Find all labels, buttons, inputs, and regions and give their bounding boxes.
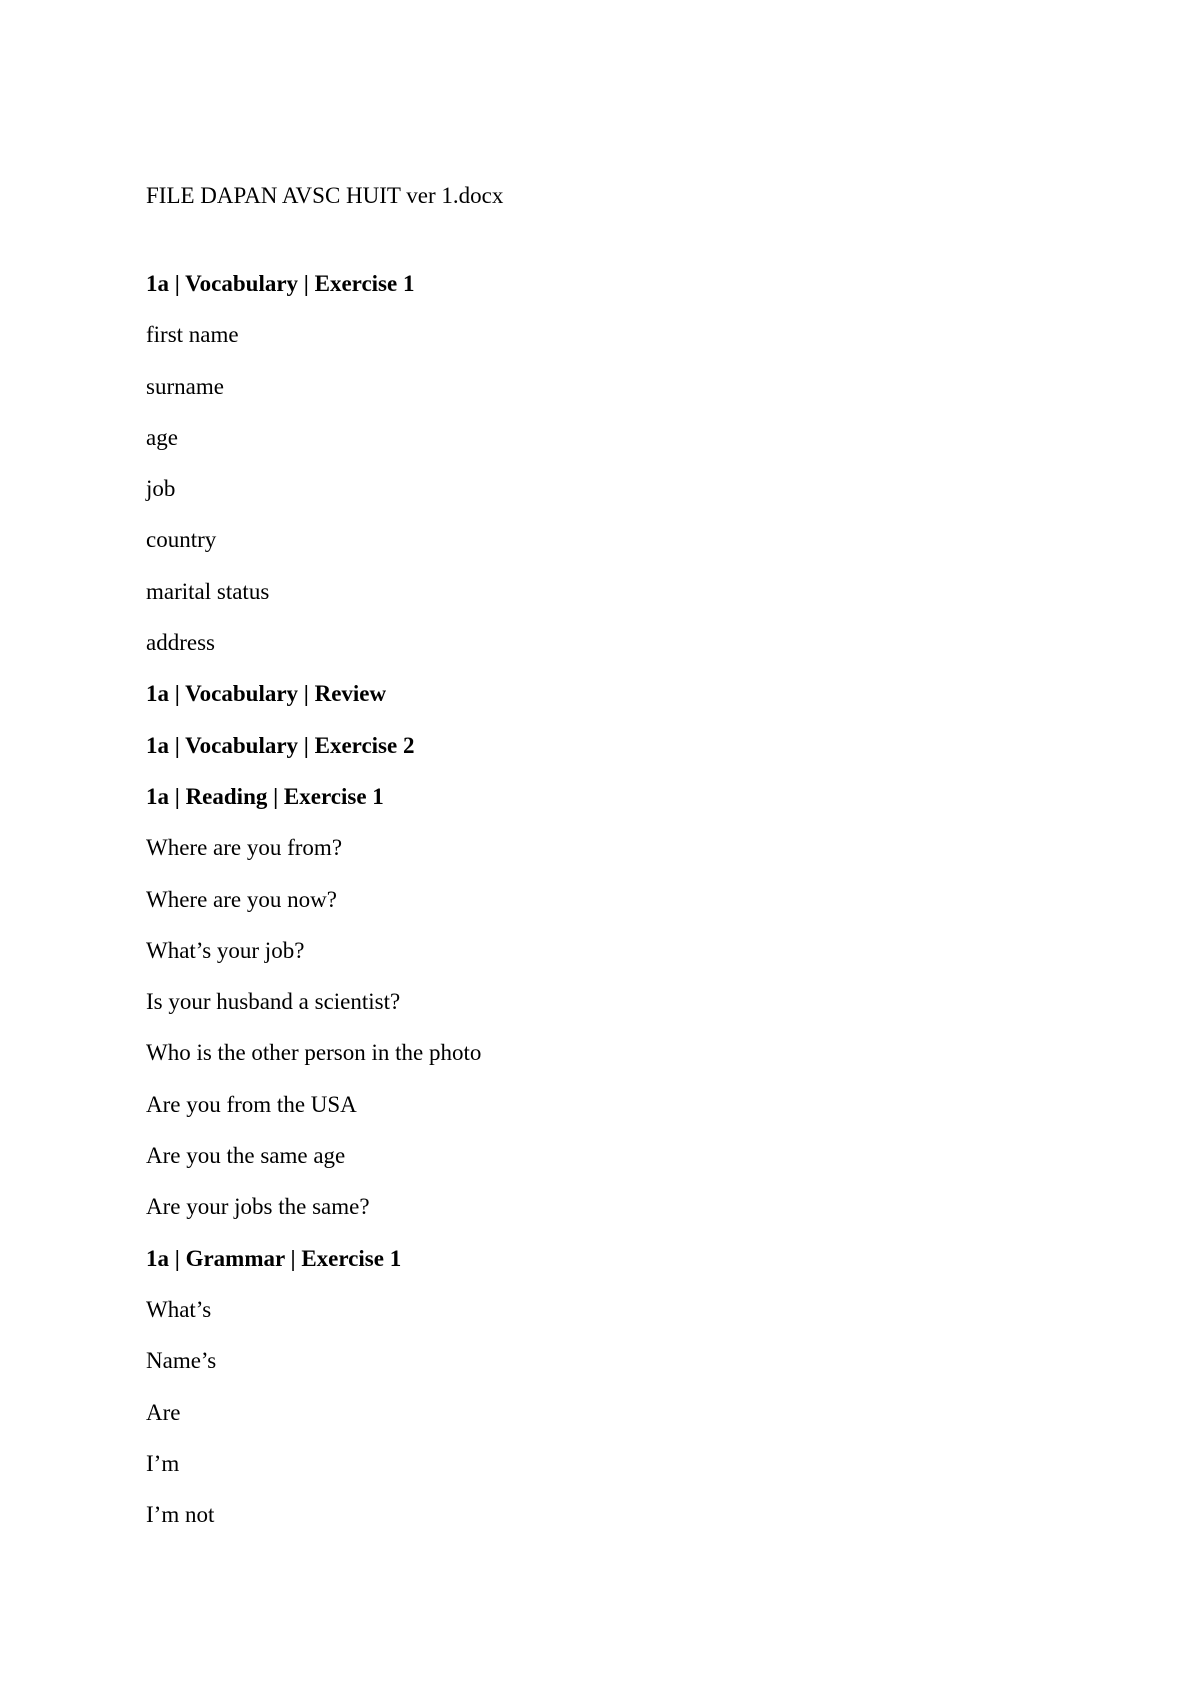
section-heading: 1a | Reading | Exercise 1 bbox=[146, 783, 384, 809]
answer-line: surname bbox=[146, 373, 224, 399]
answer-line: address bbox=[146, 630, 215, 656]
answer-line: job bbox=[146, 476, 176, 502]
answer-line: What’s your job? bbox=[146, 937, 305, 963]
answer-line: Name’s bbox=[146, 1348, 217, 1374]
answer-line: Are bbox=[146, 1399, 181, 1425]
document-title: FILE DAPAN AVSC HUIT ver 1.docx bbox=[146, 183, 504, 208]
answer-line: Where are you now? bbox=[146, 886, 337, 912]
answer-line: age bbox=[146, 424, 178, 450]
section-heading: 1a | Vocabulary | Exercise 1 bbox=[146, 271, 415, 296]
answer-line: marital status bbox=[146, 578, 270, 604]
answer-line: Are your jobs the same? bbox=[146, 1194, 370, 1220]
document-body bbox=[146, 268, 1146, 1550]
answer-line: Who is the other person in the photo bbox=[146, 1040, 482, 1066]
answer-line: Are you the same age bbox=[146, 1143, 346, 1169]
answer-line: What’s bbox=[146, 1296, 212, 1322]
answer-line: country bbox=[146, 527, 217, 553]
section-heading: 1a | Grammar | Exercise 1 bbox=[146, 1245, 402, 1271]
answer-line: Are you from the USA bbox=[146, 1091, 357, 1117]
answer-line: I’m bbox=[146, 1450, 180, 1476]
section-heading: 1a | Vocabulary | Review bbox=[146, 681, 387, 707]
section-heading: 1a | Vocabulary | Exercise 2 bbox=[146, 732, 415, 758]
answer-line: I’m not bbox=[146, 1502, 215, 1528]
answer-line: Is your husband a scientist? bbox=[146, 989, 401, 1015]
answer-line: Where are you from? bbox=[146, 835, 343, 861]
answer-line: first name bbox=[146, 322, 239, 348]
